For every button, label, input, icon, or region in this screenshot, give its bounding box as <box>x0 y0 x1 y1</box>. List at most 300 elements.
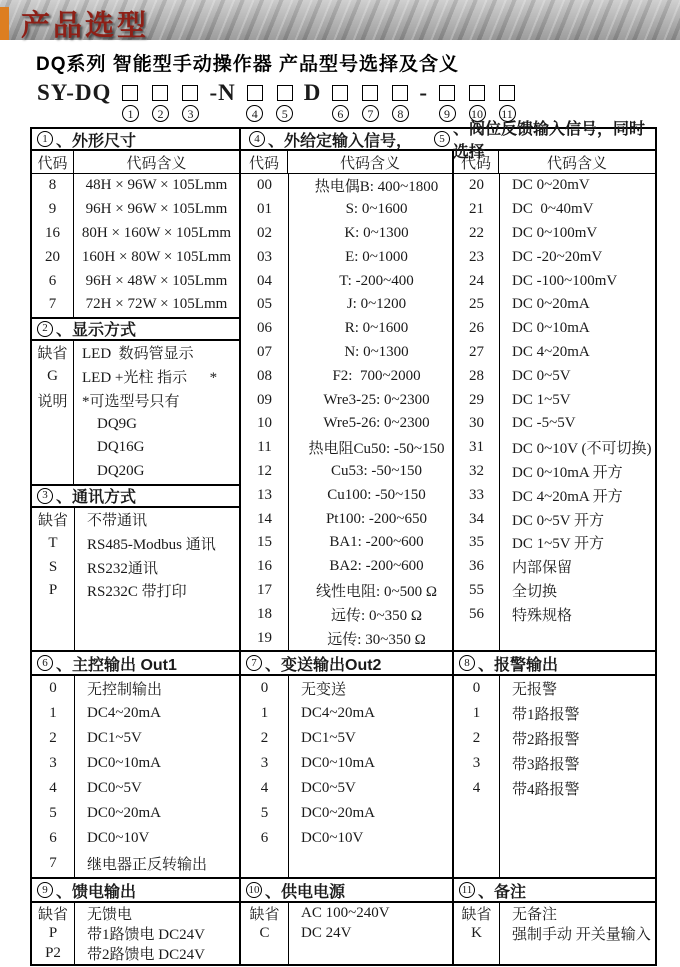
table-row <box>454 174 655 198</box>
code-cell: 18 <box>257 605 272 622</box>
code-cell: 6 <box>49 830 57 846</box>
model-code-box <box>499 85 515 101</box>
meaning-cell: N: 0~1300 <box>344 343 409 360</box>
model-text: SY-DQ <box>37 80 112 105</box>
section-10 <box>241 879 454 964</box>
table-row <box>241 436 452 460</box>
meaning-cell: 48H × 96W × 105Lmm <box>85 177 228 194</box>
meaning-cell: AC 100~240V <box>301 904 390 921</box>
code-cell: C <box>259 924 270 941</box>
section-number: 9 <box>37 882 53 898</box>
meaning-cell: 带1路报警 <box>512 707 580 723</box>
table-row <box>32 508 239 532</box>
meaning-cell: DC0~10mA <box>87 755 161 771</box>
section-4-title <box>249 128 431 151</box>
model-field-number: 4 <box>246 105 263 122</box>
model-box-unit <box>385 80 415 122</box>
meaning-cell: 160H × 80W × 105Lmm <box>81 248 232 265</box>
table-row <box>241 923 452 943</box>
table-row <box>241 507 452 531</box>
meaning-cell: DC0~5V <box>301 780 356 796</box>
table-row <box>32 826 239 851</box>
meaning-cell: DQ9G <box>82 415 137 432</box>
meaning-cell: Wre3-25: 0~2300 <box>323 391 430 408</box>
code-cell: 19 <box>257 629 272 646</box>
table-row <box>454 531 655 555</box>
table-row <box>32 412 239 436</box>
table-row <box>241 676 452 701</box>
section-10-title <box>241 879 452 903</box>
table-row <box>241 245 452 269</box>
table-row <box>241 317 452 341</box>
table-row <box>32 531 239 555</box>
model-field-number: 9 <box>439 105 456 122</box>
code-cell: 03 <box>257 248 272 265</box>
section-4-rows <box>241 174 452 650</box>
section-1-title <box>32 129 239 151</box>
meaning-header: 代码含义 <box>126 155 187 172</box>
table-row <box>454 579 655 603</box>
section-9-rows <box>32 903 239 964</box>
code-cell: 6 <box>260 830 269 846</box>
section-7-title <box>241 652 452 676</box>
meaning-cell: Pt100: -200~650 <box>325 510 428 527</box>
model-text: -N <box>209 80 236 105</box>
table-row <box>454 269 655 293</box>
meaning-cell: 热电偶B: 400~1800 <box>314 179 439 196</box>
code-cell: 00 <box>257 177 272 194</box>
meaning-cell: 带2路馈电 DC24V <box>87 947 205 964</box>
code-cell: P <box>48 582 58 599</box>
meaning-cell: BA1: -200~600 <box>329 534 424 551</box>
meaning-cell: 带2路报警 <box>512 732 580 748</box>
code-cell: 7 <box>32 293 74 317</box>
column-headers <box>241 151 452 174</box>
model-code-box <box>392 85 408 101</box>
code-cell: 56 <box>469 605 484 622</box>
table-row <box>32 365 239 389</box>
meaning-cell: 线性电阻: 0~500 Ω <box>316 583 437 600</box>
section-1-rows <box>32 174 239 317</box>
code-cell: 33 <box>469 486 484 503</box>
code-cell: 8 <box>32 174 74 198</box>
code-cell: 16 <box>257 558 272 575</box>
code-cell: 5 <box>49 805 57 821</box>
code-cell <box>32 460 74 484</box>
model-code-box <box>469 85 485 101</box>
section-3-title <box>32 484 239 508</box>
code-cell: 20 <box>469 177 484 194</box>
section-label: 、通讯方式 <box>56 489 137 507</box>
meaning-cell: DC 4~20mA 开方 <box>512 488 623 505</box>
code-cell: 30 <box>469 415 484 432</box>
code-cell: 5 <box>260 805 269 821</box>
table-row <box>32 460 239 484</box>
table-row <box>32 801 239 826</box>
code-cell: 01 <box>257 201 272 218</box>
meaning-cell: DC 0~10mA 开方 <box>512 464 623 481</box>
table-row <box>241 364 452 388</box>
model-field-number: 8 <box>392 105 409 122</box>
meaning-cell: RS232C 带打印 <box>87 584 187 601</box>
code-cell: T <box>48 534 58 551</box>
meaning-cell: 远传: 0~350 Ω <box>331 607 422 624</box>
code-cell: 2 <box>472 730 481 746</box>
meaning-cell: DC 0~100mV <box>512 224 598 241</box>
meaning-cell: RS232通讯 <box>87 560 158 577</box>
code-header: 代码 <box>454 151 499 173</box>
model-code-box <box>362 85 378 101</box>
meaning-header: 代码含义 <box>339 155 400 172</box>
meaning-cell: Cu100: -50~150 <box>327 486 426 503</box>
table-row <box>454 751 655 776</box>
code-cell: 29 <box>469 391 484 408</box>
table-bottom-band <box>32 877 655 964</box>
section-number: 10 <box>246 882 262 898</box>
meaning-cell: 强制手动 开关量输入 <box>512 926 651 943</box>
section-2-title <box>32 317 239 341</box>
section-label: 、外给定输入信号， <box>268 132 413 150</box>
section-9-title <box>32 879 239 903</box>
table-row <box>32 269 239 293</box>
column-headers <box>32 151 239 174</box>
meaning-cell: 热电阻Cu50: -50~150 <box>308 441 445 458</box>
meaning-cell: DC4~20mA <box>301 705 375 721</box>
model-box-unit <box>175 80 205 122</box>
model-box-unit <box>240 80 270 122</box>
meaning-cell: DC 1~5V <box>512 391 571 408</box>
model-code-box <box>277 85 293 101</box>
section-number: 1 <box>37 131 53 147</box>
meaning-cell: 96H × 48W × 105Lmm <box>85 272 228 289</box>
meaning-cell: 带3路报警 <box>512 757 580 773</box>
section-number: 2 <box>37 321 53 337</box>
table-row <box>454 923 655 943</box>
table-row <box>241 555 452 579</box>
meaning-cell: K: 0~1300 <box>344 224 409 241</box>
table-row <box>32 579 239 603</box>
code-cell: 27 <box>469 343 484 360</box>
code-cell: 16 <box>32 222 74 246</box>
table-row <box>32 174 239 198</box>
meaning-cell: R: 0~1600 <box>344 320 409 337</box>
section-label: 、外形尺寸 <box>56 132 137 150</box>
model-text-segment <box>300 80 326 128</box>
table-row <box>454 726 655 751</box>
meaning-cell: DC0~10V <box>301 830 364 846</box>
table-mid-band <box>32 650 655 877</box>
code-cell: S <box>48 558 58 575</box>
section-label: 、馈电输出 <box>56 883 137 901</box>
table-row <box>32 555 239 579</box>
section-number: 4 <box>249 131 265 147</box>
table-row <box>32 341 239 365</box>
model-box-unit <box>325 80 355 122</box>
section-11 <box>454 879 655 964</box>
code-cell: 12 <box>257 462 272 479</box>
meaning-cell: DC1~5V <box>87 730 142 746</box>
table-row <box>454 341 655 365</box>
code-cell: 08 <box>257 367 272 384</box>
meaning-cell: Wre5-26: 0~2300 <box>323 415 430 432</box>
section-number: 6 <box>37 655 53 671</box>
code-cell: 14 <box>257 510 272 527</box>
table-row <box>32 436 239 460</box>
table-row <box>241 531 452 555</box>
section-11-rows <box>454 903 655 964</box>
table-row <box>454 245 655 269</box>
table-row <box>454 364 655 388</box>
meaning-cell: 无报警 <box>512 682 558 698</box>
meaning-cell: DC 0~20mV <box>512 177 590 194</box>
code-cell: 20 <box>32 245 74 269</box>
banner-accent-bar <box>0 7 9 40</box>
code-cell: 21 <box>469 201 484 218</box>
code-cell: 10 <box>257 415 272 432</box>
section-number: 3 <box>37 488 53 504</box>
code-cell: 15 <box>257 534 272 551</box>
table-row <box>454 436 655 460</box>
meaning-header: 代码含义 <box>546 155 607 172</box>
table-row <box>241 726 452 751</box>
model-field-number: 2 <box>152 105 169 122</box>
meaning-cell: 无控制输出 <box>87 682 163 698</box>
code-cell: 说明 <box>32 388 74 412</box>
table-row <box>32 726 239 751</box>
meaning-cell: T: -200~400 <box>339 272 414 289</box>
table-row <box>454 676 655 701</box>
meaning-cell: DC -20~20mV <box>512 248 603 265</box>
section-label: 、供电电源 <box>265 883 346 901</box>
meaning-cell: Cu53: -50~150 <box>330 462 423 479</box>
code-cell: 11 <box>257 439 272 456</box>
page-title: 产品选型 <box>21 10 150 42</box>
code-cell: 4 <box>49 780 57 796</box>
meaning-cell: S: 0~1600 <box>345 201 408 218</box>
selection-table <box>30 121 657 966</box>
section-number: 11 <box>459 882 475 898</box>
table-row <box>454 198 655 222</box>
meaning-cell: DC 0~40mV <box>512 201 594 218</box>
page-banner <box>0 0 680 40</box>
table-row <box>241 626 452 650</box>
table-row <box>32 944 239 964</box>
code-cell: 2 <box>260 730 269 746</box>
code-cell: 4 <box>472 780 481 796</box>
mid-right-body <box>241 151 655 650</box>
code-cell: 3 <box>49 755 57 771</box>
table-row <box>241 460 452 484</box>
code-cell: 04 <box>257 272 272 289</box>
model-text-segment <box>415 80 432 128</box>
table-row <box>32 903 239 923</box>
code-cell: 缺省 <box>37 906 68 923</box>
model-field-number: 5 <box>276 105 293 122</box>
meaning-cell: F2: 700~2000 <box>332 367 421 384</box>
table-row <box>241 826 452 851</box>
code-cell: 2 <box>49 730 57 746</box>
table-row <box>241 412 452 436</box>
model-code-box <box>247 85 263 101</box>
table-top-half <box>32 121 655 650</box>
section-number: 8 <box>459 655 475 671</box>
section-label: 、主控输出 Out1 <box>56 656 177 674</box>
meaning-cell: RS485-Modbus 通讯 <box>87 536 216 553</box>
table-row <box>32 776 239 801</box>
meaning-cell: DC0~20mA <box>87 805 161 821</box>
code-header: 代码 <box>32 151 74 173</box>
code-cell: 25 <box>469 296 484 313</box>
table-row <box>32 923 239 943</box>
model-field-number: 1 <box>122 105 139 122</box>
table-row <box>241 579 452 603</box>
meaning-cell: 80H × 160W × 105Lmm <box>81 224 232 241</box>
code-cell: 4 <box>260 780 269 796</box>
meaning-cell: BA2: -200~600 <box>329 558 424 575</box>
table-row <box>241 174 452 198</box>
table-row <box>454 293 655 317</box>
code-header: 代码 <box>241 151 288 173</box>
model-code-box <box>439 85 455 101</box>
code-cell: 22 <box>469 224 484 241</box>
meaning-cell: 远传: 30~350 Ω <box>327 631 426 648</box>
meaning-cell: DC 4~20mA <box>512 343 590 360</box>
meaning-cell: DC0~20mA <box>301 805 375 821</box>
code-cell: 02 <box>257 224 272 241</box>
meaning-cell: 不带通讯 <box>87 512 148 529</box>
code-cell: 31 <box>469 439 484 456</box>
meaning-cell: DC 0~20mA <box>512 296 590 313</box>
section-9 <box>32 879 241 964</box>
model-text-segment <box>33 80 115 128</box>
meaning-cell: DC 0~10V (不可切换) <box>512 441 652 458</box>
code-cell <box>32 436 74 460</box>
code-cell: 0 <box>49 680 57 696</box>
table-row <box>241 483 452 507</box>
model-text: D <box>303 80 322 105</box>
meaning-cell: 内部保留 <box>512 560 573 577</box>
meaning-cell: DC 0~5V <box>512 367 571 384</box>
table-row <box>454 555 655 579</box>
table-row <box>241 751 452 776</box>
section-7-rows <box>241 676 452 877</box>
section-6-rows <box>32 676 239 877</box>
table-row <box>454 903 655 923</box>
table-row <box>241 602 452 626</box>
code-cell: P <box>48 924 58 941</box>
code-cell: 3 <box>260 755 269 771</box>
code-cell: 05 <box>257 296 272 313</box>
meaning-cell: DC0~10V <box>87 830 150 846</box>
meaning-cell: 无馈电 <box>87 906 133 923</box>
table-row <box>32 388 239 412</box>
meaning-cell: DQ16G <box>82 439 145 456</box>
table-row <box>454 507 655 531</box>
code-cell: 17 <box>257 581 272 598</box>
model-field-number: 6 <box>332 105 349 122</box>
section-label: 、显示方式 <box>56 322 137 340</box>
section-label: 、阀位反馈输入信号，同时选择 <box>452 121 645 161</box>
meaning-cell: DC 1~5V 开方 <box>512 536 605 553</box>
meaning-cell: 72H × 72W × 105Lmm <box>85 296 228 313</box>
model-field-number: 7 <box>362 105 379 122</box>
meaning-cell: DC 0~5V 开方 <box>512 512 605 529</box>
code-cell: 0 <box>260 680 269 696</box>
model-code-box <box>122 85 138 101</box>
model-field-number: 3 <box>182 105 199 122</box>
table-row <box>454 388 655 412</box>
table-row <box>454 460 655 484</box>
table-row <box>32 245 239 269</box>
model-code-box <box>152 85 168 101</box>
section-10-rows <box>241 903 452 964</box>
model-text: - <box>419 80 429 105</box>
table-row <box>32 851 239 876</box>
table-row <box>454 483 655 507</box>
code-cell: K <box>471 924 482 941</box>
section-7 <box>241 652 454 877</box>
meaning-cell: LED +光柱 指示 * <box>82 369 218 386</box>
code-cell: 36 <box>469 558 484 575</box>
meaning-cell: DC -100~100mV <box>512 272 618 289</box>
column-right <box>454 151 655 650</box>
column-headers <box>454 151 655 174</box>
meaning-cell: DC 0~10mA <box>512 320 590 337</box>
model-box-unit <box>145 80 175 122</box>
code-cell: 09 <box>257 391 272 408</box>
code-cell: 13 <box>257 486 272 503</box>
meaning-cell: 无备注 <box>512 906 558 923</box>
meaning-cell: DC1~5V <box>301 730 356 746</box>
section-5-rows <box>454 174 655 650</box>
table-row <box>241 701 452 726</box>
code-cell: 缺省 <box>249 906 280 923</box>
meaning-cell: DQ20G <box>82 463 145 480</box>
table-row <box>32 198 239 222</box>
table-row <box>32 701 239 726</box>
code-cell: 34 <box>469 510 484 527</box>
meaning-cell: 无变送 <box>301 682 347 698</box>
code-cell: 7 <box>49 855 57 871</box>
code-cell: 缺省 <box>37 512 68 529</box>
code-cell: G <box>32 365 74 389</box>
meaning-cell: 96H × 96W × 105Lmm <box>85 201 228 218</box>
code-cell: P2 <box>45 945 61 962</box>
section-8 <box>454 652 655 877</box>
code-cell: 06 <box>257 320 272 337</box>
code-cell <box>32 412 74 436</box>
table-row <box>241 269 452 293</box>
code-cell: 32 <box>469 462 484 479</box>
section-6 <box>32 652 241 877</box>
section-3-rows <box>32 508 239 650</box>
section-number: 7 <box>246 655 262 671</box>
column-middle <box>241 151 454 650</box>
model-box-unit <box>355 80 385 122</box>
meaning-cell: LED 数码管显示 <box>82 346 194 363</box>
table-row <box>241 222 452 246</box>
meaning-cell: DC0~5V <box>87 780 142 796</box>
code-cell: 缺省 <box>32 341 74 365</box>
section-number: 5 <box>434 131 450 147</box>
section-label: 、备注 <box>478 883 527 901</box>
meaning-cell: *可选型号只有 <box>82 393 180 410</box>
code-cell: 07 <box>257 343 272 360</box>
model-code-box <box>332 85 348 101</box>
code-cell: 23 <box>469 248 484 265</box>
model-code-box <box>182 85 198 101</box>
model-text-segment <box>205 80 239 128</box>
